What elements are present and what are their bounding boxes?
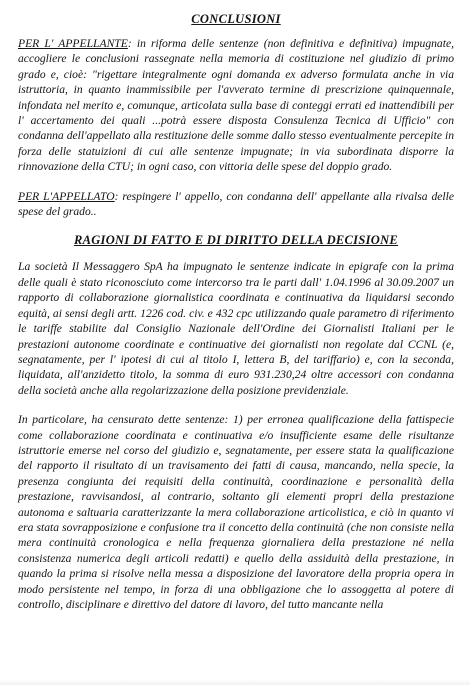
paragraph-messaggero: La società Il Messaggero SpA ha impugnato le sentenze indicate in epigrafe con la prima delle quali è stato riconosciuto come intercorso tra le parti dall' 1.04.1996 al 30.09.2007 un rapporto di collaborazione giornalistica coordinata e continuativa da liquidarsi secondo equità, ai sensi degli artt. 1226 cod. civ. e 432 cpc utilizzando quale parametro di riferimento le tariffe stabilite dal Consiglio Nazionale dell'Ordine dei Giornalisti Italiani per le prestazioni autonome coordinate e continuative dei giornalisti non regolate dal CCNL (e, segnatamente, per l' ipotesi di cui al titolo I, lettera B, del tariffario) e, con la seconda, liquidata, all'anzidetto titolo, la somma di euro 931.230,24 oltre accessori con condanna della società anche alla regolarizzazione della posizione previdenziale.: [18, 260, 454, 397]
paragraph-appellante-text: : in riforma delle sentenze (non definitiva e definitiva) impugnate, accogliere le conclusioni rassegnate nella memoria di costituzione nel giudizio di primo grado e, cioè: "rigettare integralmente ogni domanda ex adverso formulata anche in via istruttoria, in quanto inammissibile per l'avverato termine di prescrizione quinquennale, infondata nel merito e, comunque, articolata sulla base di conteggi errati ed inattendibili per l' accertamento dei quali ...potrà essere disposta Consulenza Tecnica di Ufficio" con condanna dell'appellato alla restituzione delle somme dallo stesso eventualmente percepite in forza delle statuizioni di cui alle sentenze impugnate; in via subordinata disporre la rinnovazione della CTU; in ogni caso, con vittoria delle spese del doppio grado.: [18, 37, 454, 174]
page-bottom-edge: [0, 679, 470, 685]
section-heading-ragioni: RAGIONI DI FATTO E DI DIRITTO DELLA DECISIONE: [73, 233, 399, 248]
paragraph-appellato: [18, 189, 454, 220]
section-heading-conclusioni: CONCLUSIONI: [191, 12, 281, 26]
paragraph-censure: In particolare, ha censurato dette sentenze: 1) per erronea qualificazione della fattispecie come collaborazione coordinata e continuativa e/o insufficiente esame delle risultanze istruttorie emerse nel corso del giudizio e, segnatamente, per essere stata la qualificazione del rapporto il risultato di un travisamento dei fatti di causa, mancando, nella specie, la presenza congiunta dei requisiti della continuità, coordinazione e personalità della prestazione, ravvisandosi, al contrario, soltanto gli elementi propri della prestazione autonoma e saltuaria caratterizzante la mera collaborazione articolistica, e ciò in quanto vi era stata sovrapposizione e confusione tra il concetto della continuità (che non consiste nella mera continuità cronologica e nella frequenza giornaliera della prestazione né nella consistenza numerica degli articoli redatti) e quello della assiduità della prestazione, in quando la prima si risolve nella messa a disposizione del lavoratore della propria opera in modo persistente nel tempo, in forza di una obbligazione che lo assoggetta al potere di controllo, disciplinare e direttivo del datore di lavoro, del tutto mancante nella: [18, 413, 454, 611]
paragraph-appellato-text: : respingere l' appello, con condanna dell' appellante alla rivalsa delle spese del grado..: [18, 189, 455, 219]
party-label-appellante: PER L' APPELLANTE: [18, 37, 128, 50]
party-label-appellato: PER L'APPELLATO: [18, 189, 115, 203]
paragraph-appellante: [18, 36, 454, 175]
